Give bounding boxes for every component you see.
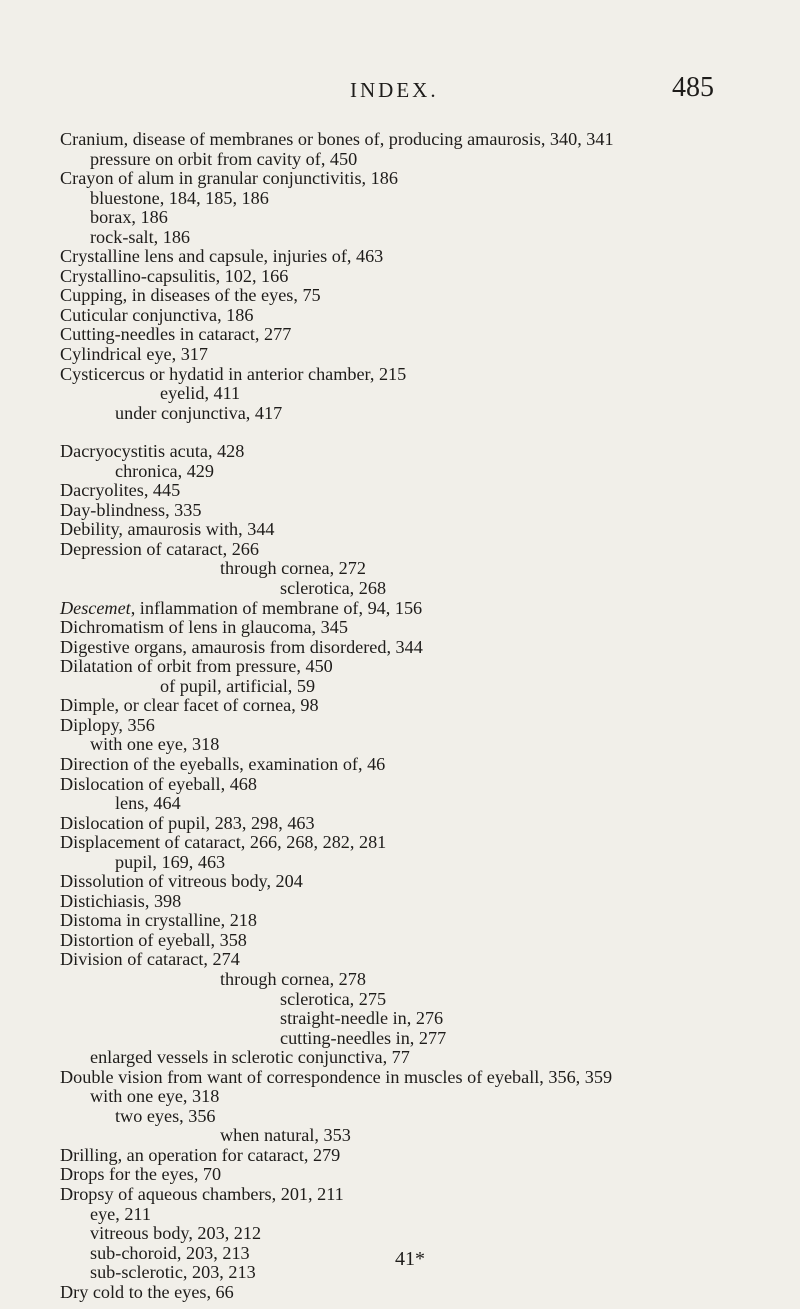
index-entry: Double vision from want of correspondence in muscles of eyeball, 356, 359 — [60, 1066, 613, 1087]
index-subentry: through cornea, 272 — [220, 558, 366, 579]
index-subentry: sclerotica, 275 — [280, 988, 387, 1009]
index-entry: Cranium, disease of membranes or bones of, producing amaurosis, 340, 341 — [60, 129, 614, 149]
index-subentry: with one eye, 318 — [90, 1086, 220, 1107]
index-subentry: pupil, 169, 463 — [115, 851, 226, 872]
index-entry: Division of cataract, 274 — [60, 949, 240, 970]
section-gap — [60, 423, 790, 442]
index-subentry: sub-choroid, 203, 213 — [90, 1242, 250, 1263]
running-title: INDEX. — [350, 78, 439, 102]
index-entry: Depression of cataract, 266 — [60, 538, 259, 559]
index-entry: Debility, amaurosis with, 344 — [60, 519, 275, 540]
index-entry: Displacement of cataract, 266, 268, 282, 281 — [60, 832, 387, 853]
index-entry: Dislocation of eyeball, 468 — [60, 773, 257, 794]
index-entry: Direction of the eyeballs, examination of, 46 — [60, 753, 386, 774]
index-entry: Cysticercus or hydatid in anterior chamber, 215 — [60, 363, 407, 384]
index-entry: Crystallino-capsulitis, 102, 166 — [60, 265, 289, 286]
index-entry: Diplopy, 356 — [60, 714, 155, 735]
index-entry: Dry cold to the eyes, 66 — [60, 1281, 234, 1302]
index-subentry: cutting-needles in, 277 — [280, 1027, 447, 1048]
index-entries — [60, 130, 790, 1302]
index-subentry: straight-needle in, 276 — [280, 1008, 444, 1029]
index-entry: Dislocation of pupil, 283, 298, 463 — [60, 812, 315, 833]
index-entry: Distoma in crystalline, 218 — [60, 910, 257, 931]
index-subentry: bluestone, 184, 185, 186 — [90, 187, 269, 208]
index-entry: Crystalline lens and capsule, injuries of, 463 — [60, 246, 384, 267]
index-subentry: sub-sclerotic, 203, 213 — [90, 1262, 256, 1283]
index-entry: Dropsy of aqueous chambers, 201, 211 — [60, 1183, 344, 1204]
index-subentry: eyelid, 411 — [160, 383, 241, 404]
index-subentry: lens, 464 — [115, 793, 181, 814]
index-entry: Drops for the eyes, 70 — [60, 1164, 222, 1185]
page-number: 485 — [672, 72, 714, 103]
index-subentry: vitreous body, 203, 212 — [90, 1223, 262, 1244]
index-entry: Cupping, in diseases of the eyes, 75 — [60, 285, 321, 306]
index-subentry: eye, 211 — [90, 1203, 151, 1224]
index-entry: Dichromatism of lens in glaucoma, 345 — [60, 617, 348, 638]
index-subentry: with one eye, 318 — [90, 734, 220, 755]
index-subentry: of pupil, artificial, 59 — [160, 675, 316, 696]
index-subentry: when natural, 353 — [220, 1125, 351, 1146]
index-subentry: through cornea, 278 — [220, 968, 366, 989]
index-subentry: chronica, 429 — [115, 460, 214, 481]
index-entry: Dilatation of orbit from pressure, 450 — [60, 656, 333, 677]
index-entry: Cylindrical eye, 317 — [60, 344, 208, 365]
index-subentry: sclerotica, 268 — [280, 578, 387, 599]
index-entry: Cuticular conjunctiva, 186 — [60, 304, 254, 325]
index-entry: Drilling, an operation for cataract, 279 — [60, 1144, 341, 1165]
index-entry: Dissolution of vitreous body, 204 — [60, 871, 303, 892]
index-entry: Dacryocystitis acuta, 428 — [60, 441, 245, 462]
index-entry: Dimple, or clear facet of cornea, 98 — [60, 695, 319, 716]
page-header — [0, 72, 800, 114]
index-subentry: borax, 186 — [90, 207, 168, 228]
index-subentry: pressure on orbit from cavity of, 450 — [90, 148, 358, 169]
index-entry: Dacryolites, 445 — [60, 480, 181, 501]
index-entry: Distichiasis, 398 — [60, 890, 182, 911]
index-subentry: two eyes, 356 — [115, 1105, 216, 1126]
index-entry: Digestive organs, amaurosis from disordered, 344 — [60, 636, 423, 657]
index-entry: Descemet, inflammation of membrane of, 94, 156 — [60, 597, 423, 618]
index-subentry: under conjunctiva, 417 — [115, 402, 283, 423]
signature-mark: 41* — [395, 1248, 425, 1270]
index-entry: Distortion of eyeball, 358 — [60, 929, 247, 950]
index-entry: Day-blindness, 335 — [60, 499, 202, 520]
index-entry: Cutting-needles in cataract, 277 — [60, 324, 292, 345]
index-subentry: enlarged vessels in sclerotic conjunctiva, 77 — [90, 1047, 410, 1068]
index-subentry: rock-salt, 186 — [90, 226, 191, 247]
index-entry: Crayon of alum in granular conjunctivitis, 186 — [60, 168, 398, 189]
